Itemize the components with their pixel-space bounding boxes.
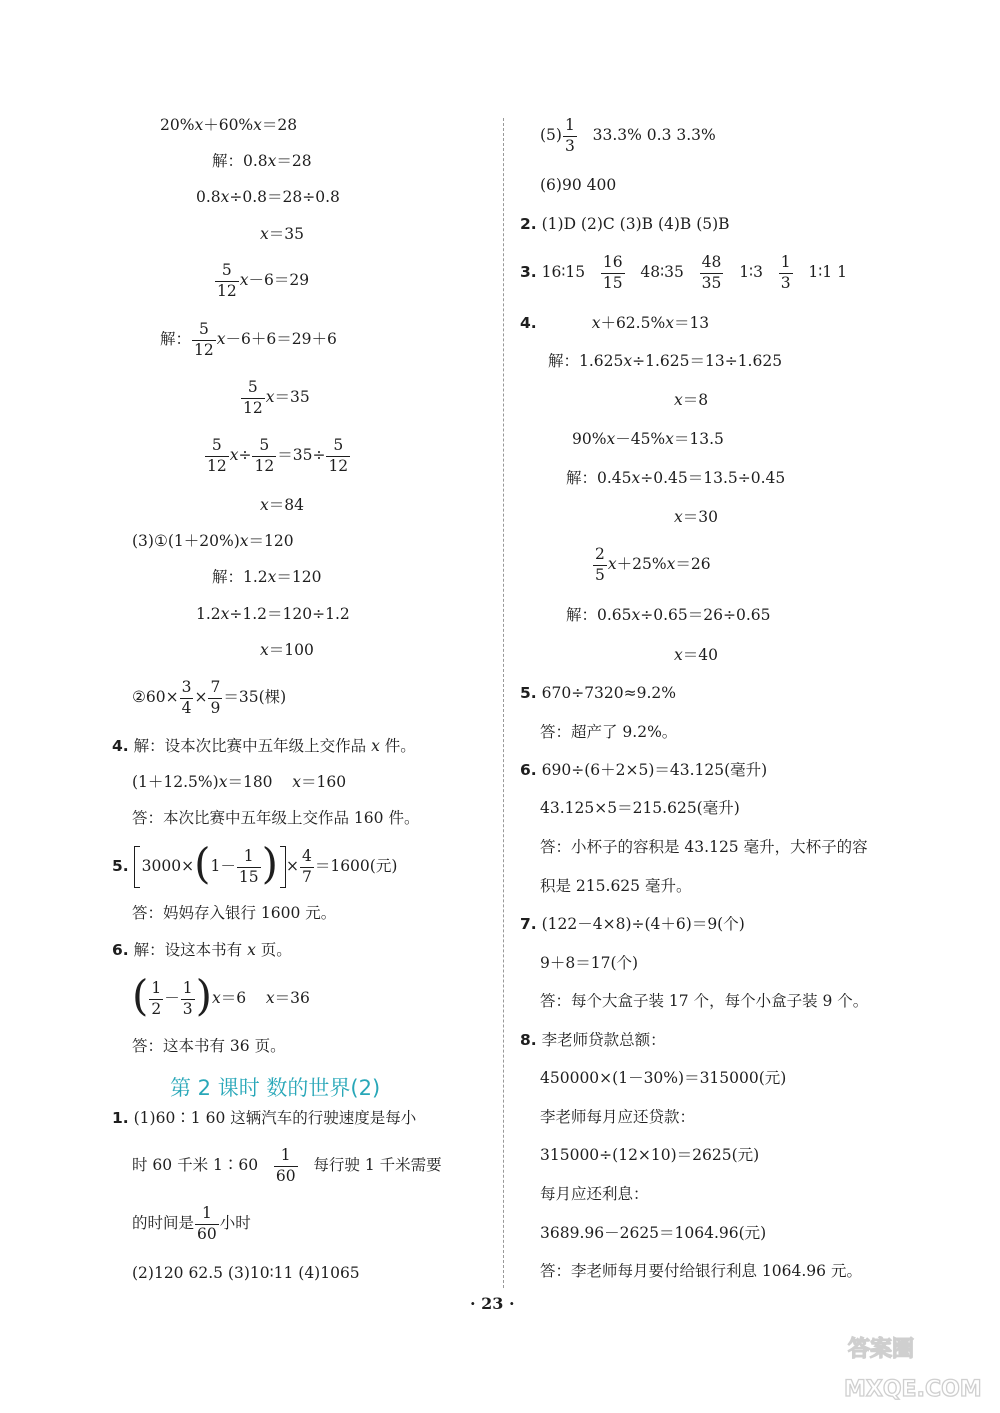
page-number: · 23 ·: [470, 1294, 515, 1313]
answer-line: 答：李老师每月要付给银行利息 1064.96 元。: [540, 1262, 862, 1280]
fraction: $\frac{1}{3}$: [182, 979, 193, 1018]
question-2: 2. (1)D (2)C (3)B (4)B (5)B: [520, 215, 730, 233]
fraction: $\frac{5}{12}$: [243, 378, 263, 417]
question-5: 5. 670÷7320≈9.2%: [520, 684, 677, 702]
watermark-line1: 答案圈: [848, 1337, 915, 1362]
question-6: 6. 690÷(6＋2×5)＝43.125(毫升): [520, 761, 768, 779]
eq-line: x＝84: [260, 496, 304, 514]
fraction: $\frac{5}{12}$: [254, 436, 275, 475]
fraction: $\frac{7}{9}$: [210, 678, 221, 717]
fraction: $\frac{1}{15}$: [238, 847, 259, 886]
answer-line: 答：本次比赛中五年级上交作品 160 件。: [132, 809, 420, 827]
eq-line: 解：0.65x÷0.65＝26÷0.65: [566, 606, 771, 624]
text-line: 9＋8＝17(个): [540, 954, 639, 972]
text-line: 李老师每月应还贷款：: [540, 1108, 696, 1126]
eq-line: $\frac{5}{12}$ x＝35: [243, 378, 310, 417]
fraction: $\frac{1}{60}$: [275, 1146, 296, 1185]
answer-line: 答：小杯子的容积是 43.125 毫升，大杯子的容: [540, 838, 868, 856]
eq-line: 20%x＋60%x＝28: [160, 116, 298, 134]
eq-line: (1＋12.5%)x＝180 x＝160: [132, 773, 347, 791]
fraction: $\frac{1}{60}$: [197, 1204, 217, 1243]
fraction: $\frac{16}{15}$: [602, 253, 623, 292]
text-line: (2)120 62.5 (3)10∶11 (4)1065: [132, 1264, 360, 1282]
question-8: 8. 李老师贷款总额：: [520, 1031, 666, 1049]
fraction: $\frac{1}{3}$: [564, 116, 575, 155]
eq-line: 90%x－45%x＝13.5: [572, 430, 724, 448]
eq-line: $\frac{5}{12}$ x÷ $\frac{5}{12}$ ＝35÷ $\frac{5}{12}$: [207, 436, 349, 475]
question-4: 4. 解：设本次比赛中五年级上交作品 x 件。: [112, 737, 416, 755]
text-line: 43.125×5＝215.625(毫升): [540, 799, 740, 817]
eq-line: x＝35: [260, 225, 304, 243]
eq-line: 解：1.625x÷1.625＝13÷1.625: [548, 352, 783, 370]
answer-line: 答：这本书有 36 页。: [132, 1037, 286, 1055]
fraction: $\frac{2}{5}$: [595, 545, 605, 584]
eq-line: 0.8x÷0.8＝28÷0.8: [196, 188, 340, 206]
fraction: $\frac{5}{12}$: [328, 436, 349, 475]
question-3: 3. 16∶15 $\frac{16}{15}$ 48∶35 $\frac{48}{35}$ 1∶3 $\frac{1}{3}$ 1∶1 1: [520, 253, 847, 292]
fraction: $\frac{48}{35}$: [701, 253, 722, 292]
eq-line: 解：0.45x÷0.45＝13.5÷0.45: [566, 469, 786, 487]
text-line: 每月应还利息：: [540, 1185, 649, 1203]
watermark-line2: MXQE.COM: [844, 1377, 982, 1402]
eq-line: 1.2x÷1.2＝120÷1.2: [196, 605, 350, 623]
eq-line: ( $\frac{1}{2}$ － $\frac{1}{3}$ )x＝6 x＝36: [132, 971, 310, 1020]
fraction: $\frac{4}{7}$: [301, 847, 312, 886]
eq-line: $\frac{2}{5}$ x＋25%x＝26: [595, 545, 711, 584]
answer-line: 答：妈妈存入银行 1600 元。: [132, 904, 337, 922]
eq-line: 解：1.2x＝120: [212, 568, 322, 586]
text-line: 450000×(1－30%)＝315000(元): [540, 1069, 787, 1087]
text-line: (6)90 400: [540, 176, 617, 194]
eq-line: x＝40: [674, 646, 718, 664]
question-4: 4. x＋62.5%x＝13: [520, 314, 710, 332]
text-line: (5) $\frac{1}{3}$ 33.3% 0.3 3.3%: [540, 116, 716, 155]
fraction: $\frac{5}{12}$: [217, 261, 237, 300]
fraction: $\frac{3}{4}$: [181, 678, 192, 717]
text-line: 时 60 千米 1∶60 $\frac{1}{60}$ 每行驶 1 千米需要: [132, 1146, 442, 1185]
fraction: $\frac{1}{3}$: [780, 253, 791, 292]
text-line: 315000÷(12×10)＝2625(元): [540, 1146, 760, 1164]
column-divider: [503, 118, 504, 1288]
answer-line: 积是 215.625 毫升。: [540, 877, 692, 895]
question-6: 6. 解：设这本书有 x 页。: [112, 941, 292, 959]
eq-line: 解： $\frac{5}{12}$ x－6＋6＝29＋6: [160, 320, 337, 359]
question-7: 7. (122－4×8)÷(4＋6)＝9(个): [520, 915, 745, 933]
fraction: $\frac{1}{2}$: [151, 979, 162, 1018]
answer-line: 答：超产了 9.2%。: [540, 723, 678, 741]
watermark-logo: [840, 1322, 990, 1404]
eq-line: x＝8: [674, 391, 709, 409]
eq-line: ②60× $\frac{3}{4}$ × $\frac{7}{9}$ ＝35(棵): [132, 678, 287, 717]
eq-line: x＝30: [674, 508, 718, 526]
eq-line: $\frac{5}{12}$ x－6＝29: [217, 261, 310, 300]
eq-line: x＝100: [260, 641, 314, 659]
section-question-1: 1. (1)60∶1 60 这辆汽车的行驶速度是每小: [112, 1109, 417, 1127]
answer-line: 答：每个大盒子装 17 个，每个小盒子装 9 个。: [540, 992, 869, 1010]
text-line: 的时间是 $\frac{1}{60}$ 小时: [132, 1204, 251, 1243]
eq-line: (3)①(1＋20%)x＝120: [132, 532, 294, 550]
eq-line: 解：0.8x＝28: [212, 152, 312, 170]
text-line: 3689.96－2625＝1064.96(元): [540, 1224, 767, 1242]
fraction: $\frac{5}{12}$: [207, 436, 227, 475]
fraction: $\frac{5}{12}$: [194, 320, 214, 359]
section-heading: 第 2 课时 数的世界(2): [170, 1076, 381, 1100]
question-5: 5. 3000×(1－ $\frac{1}{15}$ ) × $\frac{4}{7}$ ＝1600(元): [112, 839, 398, 888]
